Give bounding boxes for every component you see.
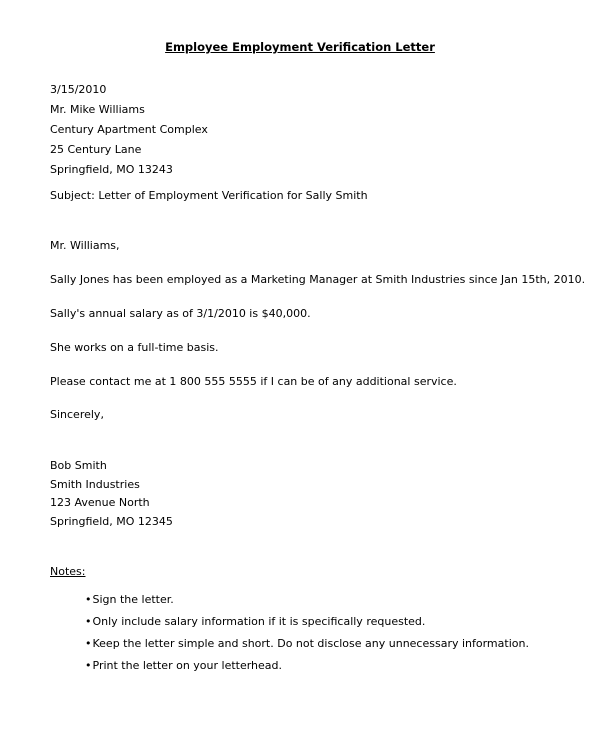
recipient-line: Springfield, MO 13243 (50, 163, 173, 176)
recipient-line: Century Apartment Complex (50, 123, 208, 136)
signature-line: Springfield, MO 12345 (50, 514, 173, 528)
note-item: • Keep the letter simple and short. Do not disclose any unnecessary information. (85, 633, 550, 655)
body-paragraph: Sally Jones has been employed as a Marketing Manager at Smith Industries since Jan 15th, 2010. (50, 273, 586, 286)
note-item: • Print the letter on your letterhead. (85, 655, 550, 677)
body-paragraph: Please contact me at 1 800 555 5555 if I can be of any additional service. (50, 375, 457, 388)
notes-heading: Notes: (50, 565, 86, 578)
letter-title: Employee Employment Verification Letter (165, 40, 435, 54)
closing: Sincerely, (50, 408, 104, 421)
recipient-block (50, 100, 550, 180)
signature-block (50, 457, 550, 531)
body-paragraph: Sally's annual salary as of 3/1/2010 is $40,000. (50, 307, 311, 320)
signature-line: Smith Industries (50, 477, 140, 491)
recipient-line: 25 Century Lane (50, 143, 142, 156)
note-item: • Sign the letter. (85, 589, 550, 611)
note-item: • Only include salary information if it is specifically requested. (85, 611, 550, 633)
letter-body (50, 270, 586, 392)
recipient-line: Mr. Mike Williams (50, 103, 145, 116)
letter-date: 3/15/2010 (50, 83, 107, 96)
body-paragraph: She works on a full-time basis. (50, 341, 219, 354)
signature-line: 123 Avenue North (50, 496, 150, 509)
salutation: Mr. Williams, (50, 239, 120, 252)
subject-line: Subject: Letter of Employment Verification for Sally Smith (50, 189, 368, 202)
notes-list (50, 589, 550, 677)
signature-line: Bob Smith (50, 459, 107, 472)
